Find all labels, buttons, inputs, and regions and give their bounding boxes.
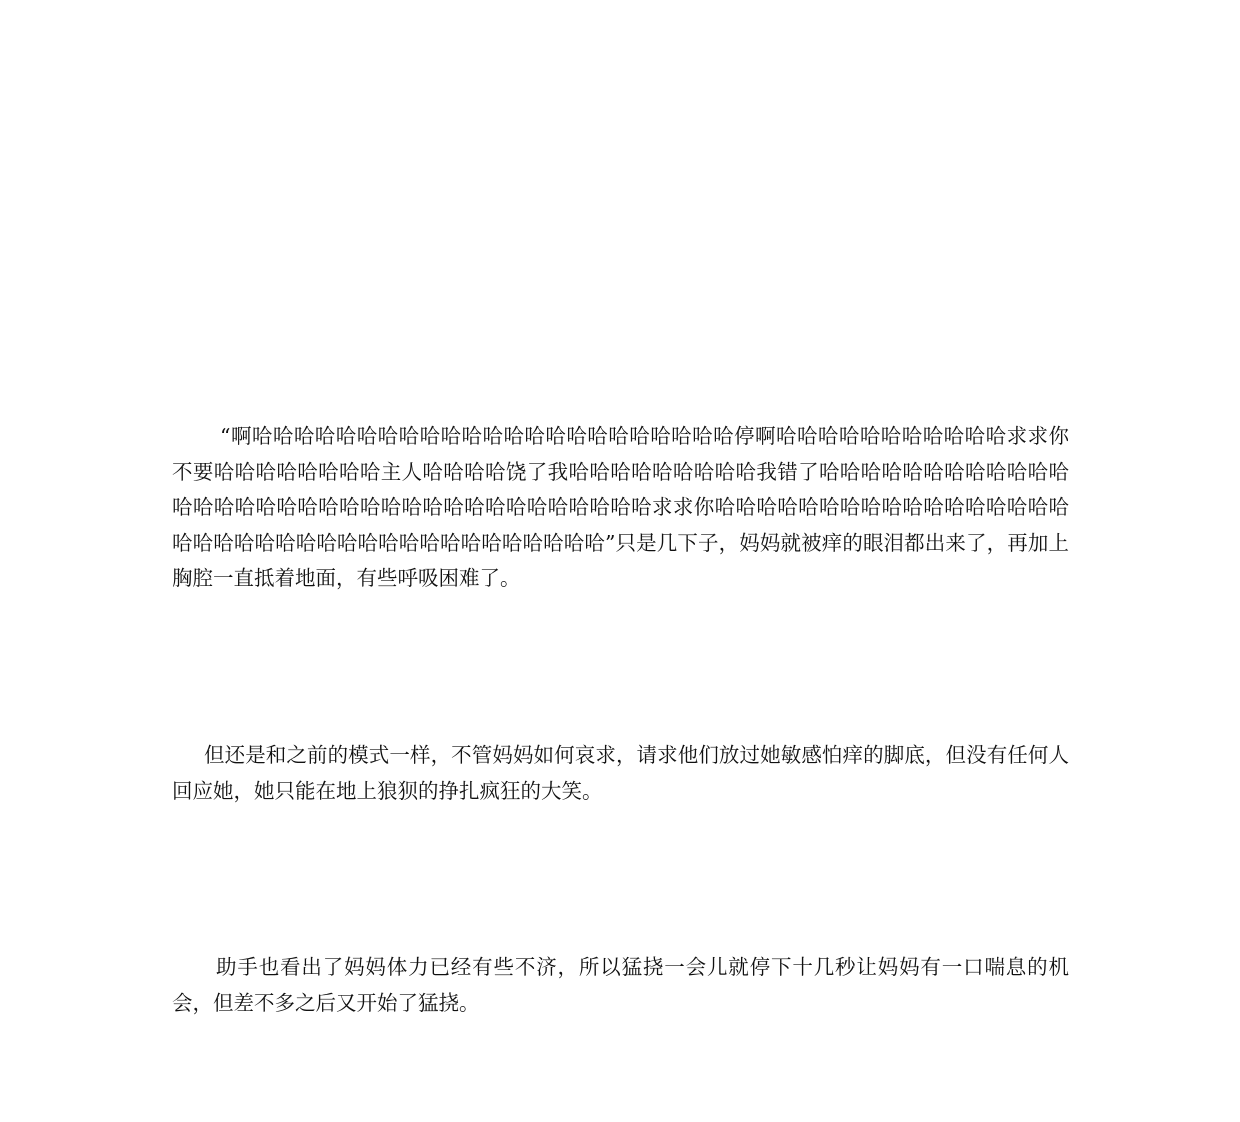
paragraph-2: 但还是和之前的模式一样，不管妈妈如何哀求，请求他们放过她敏感怕痒的脚底，但没有任何人回应她，她只能在地上狼狈的挣扎疯狂的大笑。 <box>172 743 1069 803</box>
paragraph-3: 助手也看出了妈妈体力已经有些不济，所以猛挠一会儿就停下十几秒让妈妈有一口喘息的机会，但差不多之后又开始了猛挠。 <box>172 955 1069 1015</box>
paragraph-1: “啊哈哈哈哈哈哈哈哈哈哈哈哈哈哈哈哈哈哈哈哈哈哈哈停啊哈哈哈哈哈哈哈哈哈哈哈求求你不要哈哈哈哈哈哈哈哈主人哈哈哈哈饶了我哈哈哈哈哈哈哈哈哈我错了哈哈哈哈哈哈哈哈哈哈哈哈哈哈哈哈哈哈哈哈哈哈哈哈哈哈哈哈哈哈哈哈哈哈哈求求你哈哈哈哈哈哈哈哈哈哈哈哈哈哈哈哈哈哈哈哈哈哈哈哈哈哈哈哈哈哈哈哈哈哈哈哈哈哈”只是几下子，妈妈就被痒的眼泪都出来了，再加上胸腔一直抵着地面，有些呼吸困难了。 <box>172 424 1069 590</box>
